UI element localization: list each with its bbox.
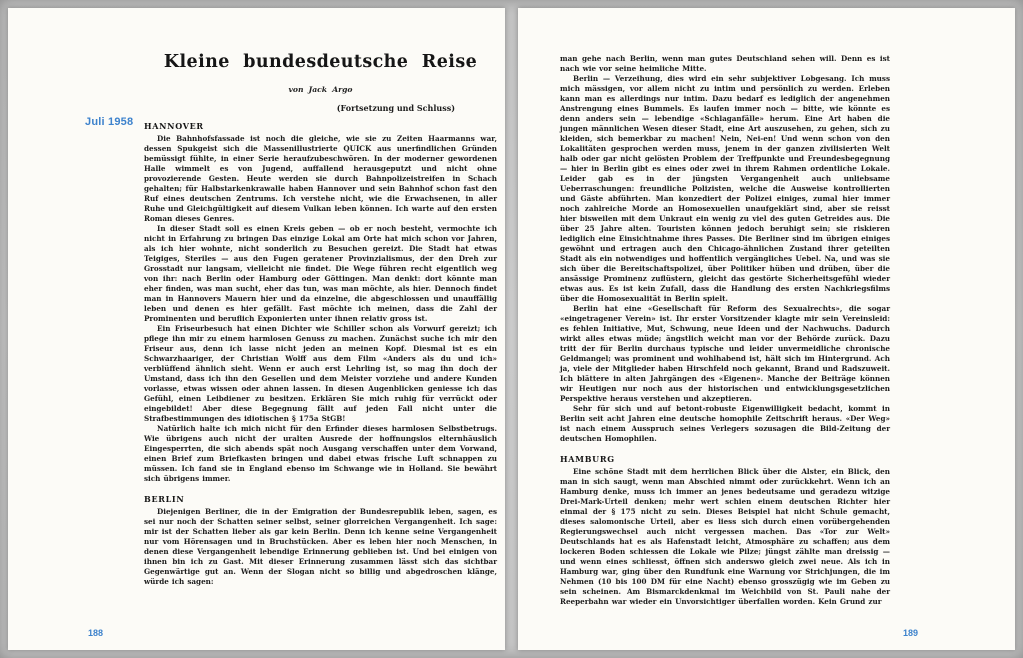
hamburg-paragraph-1: Eine schöne Stadt mit dem herrlichen Blick über die Alster, ein Blick, den man in sich saugt, wenn man Abschied nimmt oder zurückkehrt. Wenn ich an Hamburg denke, muss ich immer an jenes bedeutsame und geradezu witzige Drei-Mark-Urteil denken; mehr wert schien einem deutschen Richter hier einmal der § 175 nicht zu sein. Dieses Beispiel hat nicht Schule gemacht, dieses salomonische Urteil, aber es liess sich durch einen vorübergehenden Regierungswechsel auch nicht vergessen machen. Das «Tor zur Welt» Deutschlands hat es als Hafenstadt leicht, Atmosphäre zu schaffen; aus dem lockeren Boden schiessen die Lokale wie Pilze; jüngst zählte man dreissig — und wenn eines schliesst, öffnen sich anderswo gleich zwei neue. Als ich in Hamburg war, ging über den Rundfunk eine Warnung vor Strichjungen, die im Nehmen (10 bis 100 DM für eine Nacht) ebenso grosszügig wie im Geben zu sein scheinen. Am Bismarckdenkmal im Weichbild von St. Pauli nahe der Reeperbahn war wieder ein Unvorsichtiger überfallen worden. Kein Grund zur	[560, 467, 890, 606]
article-byline: von Jack Argo	[288, 85, 353, 94]
hannover-paragraph-3: Ein Friseurbesuch hat einen Dichter wie Schiller schon als Vorwurf gereizt; ich pflege ihn mir zu einem harmlosen Genuss zu machen. Zunächst suche ich mir den Friseur aus, denn ich lasse nicht jeden an meinen Kopf. Diesmal ist es ein Schwarzhaariger, der Christian Wolff aus dem Film «Anders als du und ich» verblüffend ähnlich sieht. Wenn er auch erst Lehrling ist, so mag ihn doch der Umstand, dass ich ihn den Gesellen und dem Meister vorziehe und andere Kunden vorlasse, etwas wissen oder ahnen lassen. In diesen Augenblicken geniesse ich das Gefühl, einen Leibdiener zu besitzen. Erklären Sie mich ruhig für verrückt oder eingebildet! Aber diese Begegnung fällt auf jeden Fall nicht unter die Strafbestimmungen des idiotischen § 175a StGB!	[144, 324, 497, 423]
issue-date-label: Juli 1958	[85, 116, 134, 128]
berlin-paragraph-2: Berlin — Verzeihung, dies wird ein sehr subjektiver Lobgesang. Ich muss mich mässigen, vor allem nicht zu intim und persönlich zu werden. Erleben kann man es allerdings nur intim. Dazu bedarf es lediglich der angenehmen Anstrengung eines Bummels. Es laufen immer noch — bitte, wie könnte es denn anders sein — lebendige «Schlaganfälle» herum. Eine Art haben die jungen männlichen Wesen dieser Stadt, eine Art auszusehen, zu gehen, sich zu kleiden, sich bemerkbar zu machen! Nein, Nei-en! Und wenn schon von den Lokalitäten gesprochen werden muss, jenem in der ganzen zivilisierten Welt halb oder gar nicht gelösten Problem der Treffpunkte und Freundesbegegnung — hier in Berlin gibt es eines oder zwei in ihrem Rahmen ordentliche Lokale. Leider gab es in der jüngsten Vergangenheit auch unliebsame Ueberraschungen: freundliche Polizisten, welche die Ausweise kontrollierten und Gäste abführten. Man konzediert der Polizei einiges, zumal hier immer noch zahlreiche Morde an Homosexuellen unaufgeklärt sind, aber sie reisst hier bisweilen mit dem Unkraut ein wenig zu viel des guten Getreides aus. Die über 25 Jahre alten. Touristen können jedoch beruhigt sein; sie riskieren lediglich eine Einsichtnahme ihres Passes. Die Berliner sind im übrigen einiges gewöhnt und ertragen auch den Chicago-ähnlichen Zustand ihrer geteilten Stadt als ein notwendiges und hoffentlich vergängliches Uebel. Na, und was sie sich über die Bereitschaftspolizei, über Politiker hüben und drüben, über die ansässige Prominenz zuflüstern, gleicht das gestörte Sicherheitsgefühl wieder etwas aus. Es ist kein Zufall, dass die Handlung des ersten Nachkriegsfilms über die Homosexualität in Berlin spielt.	[560, 74, 890, 303]
berlin-paragraph-4: Sehr für sich und auf betont-robuste Eigenwilligkeit bedacht, kommt in Berlin seit acht Jahren eine deutsche homophile Zeitschrift heraus. «Der Weg» ist nach einem Ausspruch seines Verlegers sozusagen die Bild-Zeitung der deutschen Homophilen.	[560, 404, 890, 443]
berlin-paragraph-1: Diejenigen Berliner, die in der Emigration der Bundesrepublik leben, sagen, es sei nur noch der Schatten seiner selbst, seiner glorreichen Vergangenheit. Ich sage: mir ist der Schatten lieber als gar kein Berlin. Denn ich kenne seine Vergangenheit nur vom Hörensagen und in Bruchstücken. Aber es leben hier noch Menschen, in denen diese Vergangenheit lebendige Erinnerung geblieben ist. Und bei einigen von ihnen bin ich zu Gast. Mit dieser Erinnerung zusammen lässt sich das sichtbar Gegenwärtige gut an. Wenn der Slogan nicht so billig und abgedroschen klänge, würde ich sagen:	[144, 507, 497, 586]
page-right	[518, 8, 1015, 650]
page-number-left: 188	[88, 628, 104, 638]
left-column	[144, 8, 497, 587]
article-header	[144, 8, 497, 113]
left-body-copy	[144, 121, 497, 587]
article-title: Kleine bundesdeutsche Reise	[163, 52, 478, 72]
hannover-paragraph-4: Natürlich halte ich mich nicht für den Erfinder dieses harmlosen Selbstbetrugs. Wie übrigens auch nicht der uralten Ausrede der hoffnungslos elternhäuslich Eingesperrten, die sich abends spät noch Ausgang verschaffen unter dem Vorwand, einen Brief zum Briefkasten bringen und dabei etwas frische Luft schnappen zu müssen. Ich fand sie in England ebenso im Schwange wie in Holland. Sie bewährt sich übrigens immer.	[144, 424, 497, 483]
hannover-paragraph-2: In dieser Stadt soll es einen Kreis geben — ob er noch besteht, vermochte ich nicht in Erfahrung zu bringen Das einzige Lokal am Orte hat mich schon vor Jahren, als ich hier wohnte, nicht sonderlich zu Besuchen gereizt. Die Stadt hat etwas Teigiges, Steriles — aus den Fugen geratener Provinzialismus, der den Dreh zur Grosstadt nur langsam, vielleicht nie findet. Die Wege führen recht eigentlich weg von ihr: nach Berlin oder Hamburg oder Göttingen. Man denkt: dort könnte man eher finden, was man sucht, eher das tun, was man möchte, als hier. Dennoch findet man in Hannovers Mauern hier und da einzelne, die abgeschlossen und unauffällig leben und denen es hier gefällt. Fast möchte ich meinen, dass die Zahl der Prominenten und beruflich Exponierten unter ihnen relativ gross ist.	[144, 224, 497, 323]
berlin-paragraph-continuation: man gehe nach Berlin, wenn man gutes Deutschland sehen will. Denn es ist nach wie vor seine heimliche Mitte.	[560, 54, 890, 73]
hannover-paragraph-1: Die Bahnhofsfassade ist noch die gleiche, wie sie zu Zeiten Haarmanns war, dessen Spukgeist sich die Massenillustrierte QUICK aus unerfindlichen Gründen bemüssigt fühlte, in einer Serie heraufzubeschwören. In der moderner gewordenen Halle wimmelt es von Jugend, auffallend herausgeputzt und nicht ohne provozierende Gesten. Heute werden sie durch Bahnpolizeistreifen in Schach gehalten; für Halbstarkenkrawalle haben Hannover und sein Bahnhof schon fast den Ruf eines deutschen Zentrums. Ich verstehe nicht, wie die Erwachsenen, in aller Ruhe und Gleichgültigkeit auf diesem Vulkan leben können. Ich warte auf den ersten Roman dieses Genres.	[144, 134, 497, 223]
page-number-right: 189	[903, 628, 919, 638]
section-heading-hamburg: HAMBURG	[560, 454, 615, 464]
right-column	[560, 8, 890, 607]
page-left	[8, 8, 505, 650]
article-continuation-note: (Fortsetzung und Schluss)	[336, 103, 455, 113]
section-heading-hannover: HANNOVER	[144, 121, 204, 131]
section-heading-berlin: BERLIN	[144, 494, 185, 504]
berlin-paragraph-3: Berlin hat eine «Gesellschaft für Reform des Sexualrechts», die sogar «eingetragener Verein» ist. Ihr erster Vorsitzender klagte mir sein Vereinsleid: es fehlen Initiative, Mut, Schwung, neue Ideen und der Nachwuchs. Dadurch wirkt alles etwas müde; ängstlich weicht man vor der Behörde zurück. Dazu tritt der für Berlin durchaus typische und leider unvermeidliche chronische Geldmangel; was prominent und wohlhabend ist, hält sich im Hintergrund. Ach ja, viele der Mitglieder haben Hirschfeld noch gekannt, Brand und Radszuweit. Ich blättere in alten Jahrgängen des «Eigenen». Manche der Beiträge können wir Heutigen nur noch aus der historischen und entwicklungsgesetzlichen Perspektive heraus verstehen und akzeptieren.	[560, 304, 890, 403]
